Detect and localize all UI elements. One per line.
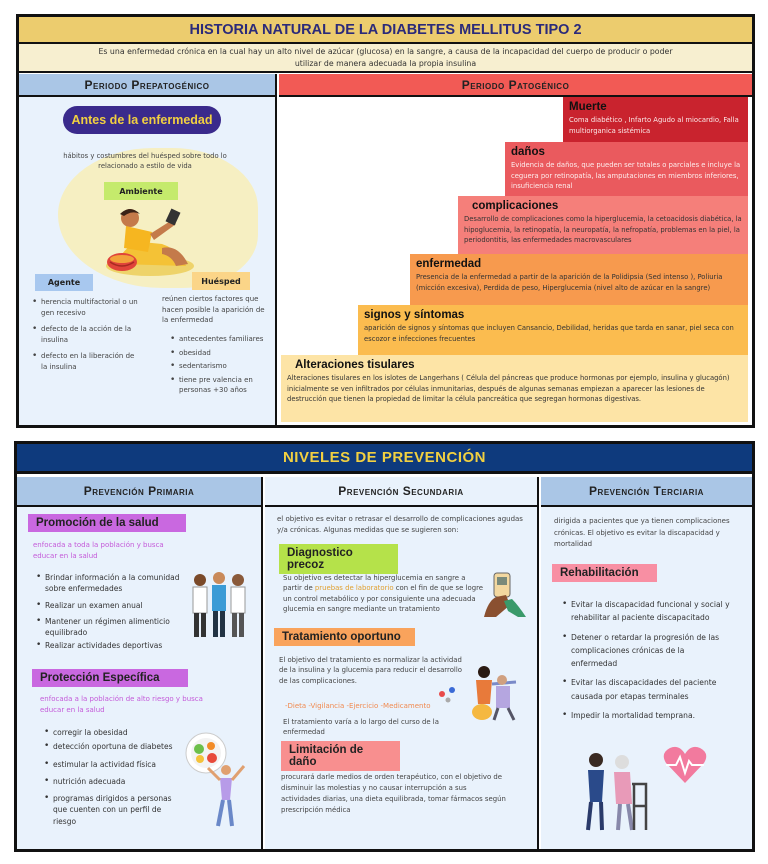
habits-text: hábitos y costumbres del huésped sobre todo lo relacionado a estilo de vida <box>63 152 227 171</box>
huesped-tag: Huésped <box>192 272 250 290</box>
limitacion-text: procurará darle medios de orden terapéutico, con el objetivo de disminuir las molestias y no causar interrupción a sus actividades diarias, una dieta equilibrada, tomar fármacos según prescripción médica <box>281 773 506 815</box>
list-item: • Detener o retardar la progresión de las complicaciones crónicas de la enfermedad <box>562 631 732 671</box>
list-item: • Realizar actividades deportivas <box>36 640 181 651</box>
agente-tag: Agente <box>35 274 93 291</box>
list-item: • corregir la obesidad <box>44 727 179 738</box>
prepatogenic-header: Periodo Prepatogénico <box>19 74 277 97</box>
stair-alteraciones: Alteraciones tisulares Alteraciones tisulares en los islotes de Langerhans ( Célula del páncreas que produce hormonas por ejemplo, insulina y glucagón) inicialmente se ven infiltrados por células inmunitarias, después de algunas semanas empiezan a aparecer las lesiones de destrucción que tienen la propiedad de limitar la célula pancreática que segregan hormonas digestivas. <box>281 355 748 422</box>
prevention-title: NIVELES DE PREVENCIÓN <box>17 444 752 474</box>
stair-muerte: Muerte Coma diabético , Infarto Agudo al miocardio, Falla multiorganica sistémica <box>563 97 748 142</box>
list-item: • Realizar un examen anual <box>36 600 181 611</box>
list-item: • tiene pre valencia en personas +30 años <box>170 375 274 396</box>
list-item: • defecto en la liberación de la insulina <box>32 351 140 372</box>
list-item: • defecto de la acción de la insulina <box>32 324 140 345</box>
promocion-sub: enfocada a toda la población y busca educar en la salud <box>33 541 164 560</box>
rehabilitacion-label: Rehabilitación <box>552 564 657 582</box>
list-item: • Impedir la mortalidad temprana. <box>562 709 732 722</box>
lab-tests-link: pruebas de laboratorio <box>314 584 394 593</box>
stair-complicaciones: complicaciones Desarrollo de complicaciones como la hiperglucemia, la cetoacidosis diabética, la hipoglucemia, la retinopatía, la neuropatía, la nefropatía, problemas en la piel, la periodontitis, las enfermedades macrovasculares <box>458 196 748 254</box>
list-item: • programas dirigidos a personas que cuenten con un perfil de riesgo <box>44 793 179 827</box>
list-item: • antecedentes familiares <box>170 334 274 345</box>
patogenic-header: Periodo Patogénico <box>279 74 752 97</box>
list-item: • obesidad <box>170 348 274 359</box>
list-item: • Mantener un régimen alimenticio equilibrado <box>36 616 181 639</box>
stair-enfermedad: enfermedad Presencia de la enfermedad a partir de la aparición de la Polidipsia (Sed intenso ), Poliuria (micción excesiva), Perdida de peso, Hiperglucemia (nivel alto de azúcar en la sangre) <box>410 254 748 305</box>
limitacion-label: Limitación de daño <box>281 741 400 771</box>
promocion-label: Promoción de la salud <box>28 514 186 532</box>
doctors-group-icon <box>188 570 250 640</box>
list-item: • sedentarismo <box>170 361 274 372</box>
list-item: • herencia multifactorial o un gen recesivo <box>32 297 140 318</box>
list-item: • Evitar la discapacidad funcional y social y rehabilitar al paciente discapacitado <box>562 598 732 625</box>
stair-danos: daños Evidencia de daños, que pueden ser totales o parciales e incluye la ceguera por retinopatía, las amputaciones en miembros inferiores, insuficiencia renal <box>505 142 748 196</box>
agente-list <box>32 297 140 375</box>
caregiver-icon <box>436 664 530 722</box>
exercising-woman-icon <box>206 762 248 830</box>
diagnostico-text: Su objetivo es detectar la hiperglucemia en sangre a partir de pruebas de laboratorio con el fin de que se logre un control metabólico y por consiguiente una adecuada glucemia en sangre mediante un tratamiento <box>283 574 483 614</box>
list-item: • detección oportuna de diabetes <box>44 741 179 752</box>
proteccion-sub: enfocada a la población de alto riesgo y busca educar en la salud <box>40 695 203 714</box>
terciaria-intro: dirigida a pacientes que ya tienen complicaciones crónicas. El objetivo es evitar la discapacidad y mortalidad <box>554 517 730 549</box>
diagnostico-label: Diagnostico precoz <box>279 544 398 574</box>
stair-signos: signos y síntomas aparición de signos y síntomas que incluyen Cansancio, Debilidad, heridas que tarda en sanar, piel seca con escozor e infecciones frecuentes <box>358 305 748 355</box>
elderly-walker-icon <box>580 750 650 834</box>
definition-text: Es una enfermedad crónica en la cual hay un alto nivel de azúcar (glucosa) en la sangre, a causa de la incapacidad del cuerpo de producir o poder utilizar de manera adecuada la propia insulina <box>19 44 752 73</box>
list-item: • estimular la actividad física <box>44 759 179 770</box>
glucose-meter-icon <box>482 571 528 619</box>
proteccion-label: Protección Específica <box>32 669 188 687</box>
tratamiento-label: Tratamiento oportuno <box>274 628 415 646</box>
tratamiento-list: -Dieta -Vigilancia -Ejercicio -Medicamento <box>285 702 431 710</box>
list-item: • nutrición adecuada <box>44 776 179 787</box>
proteccion-list <box>44 727 179 830</box>
person-reading-icon <box>102 204 198 280</box>
primaria-header: Prevención Primaria <box>17 477 263 507</box>
heart-pulse-icon <box>662 745 708 785</box>
rehabilitacion-list <box>562 598 732 725</box>
list-item: • Brindar información a la comunidad sobre enfermedades <box>36 572 181 595</box>
list-item: • Evitar las discapacidades del paciente causada por etapas terminales <box>562 676 732 703</box>
before-disease-label: Antes de la enfermedad <box>63 106 221 134</box>
promocion-list <box>36 572 181 655</box>
terciaria-header: Prevención Terciaria <box>541 477 752 507</box>
main-title: HISTORIA NATURAL DE LA DIABETES MELLITUS TIPO 2 <box>19 17 752 44</box>
secundaria-header: Prevención Secundaria <box>265 477 539 507</box>
secundaria-intro: el objetivo es evitar o retrasar el desarrollo de complicaciones agudas y/a crónicas. Algunas medidas que se sugieren son: <box>277 515 523 534</box>
tratamiento-text: El objetivo del tratamiento es normalizar la actividad de la insulina y la glucemia para reducir el desarrollo de las complicaciones. <box>279 656 462 685</box>
huesped-list <box>170 334 274 399</box>
huesped-text: reúnen ciertos factores que hacen posible la aparición de la enfermedad <box>162 295 265 324</box>
ambiente-tag: Ambiente <box>104 182 178 200</box>
tratamiento-note: El tratamiento varía a lo largo del curso de la enfermedad <box>283 718 439 737</box>
